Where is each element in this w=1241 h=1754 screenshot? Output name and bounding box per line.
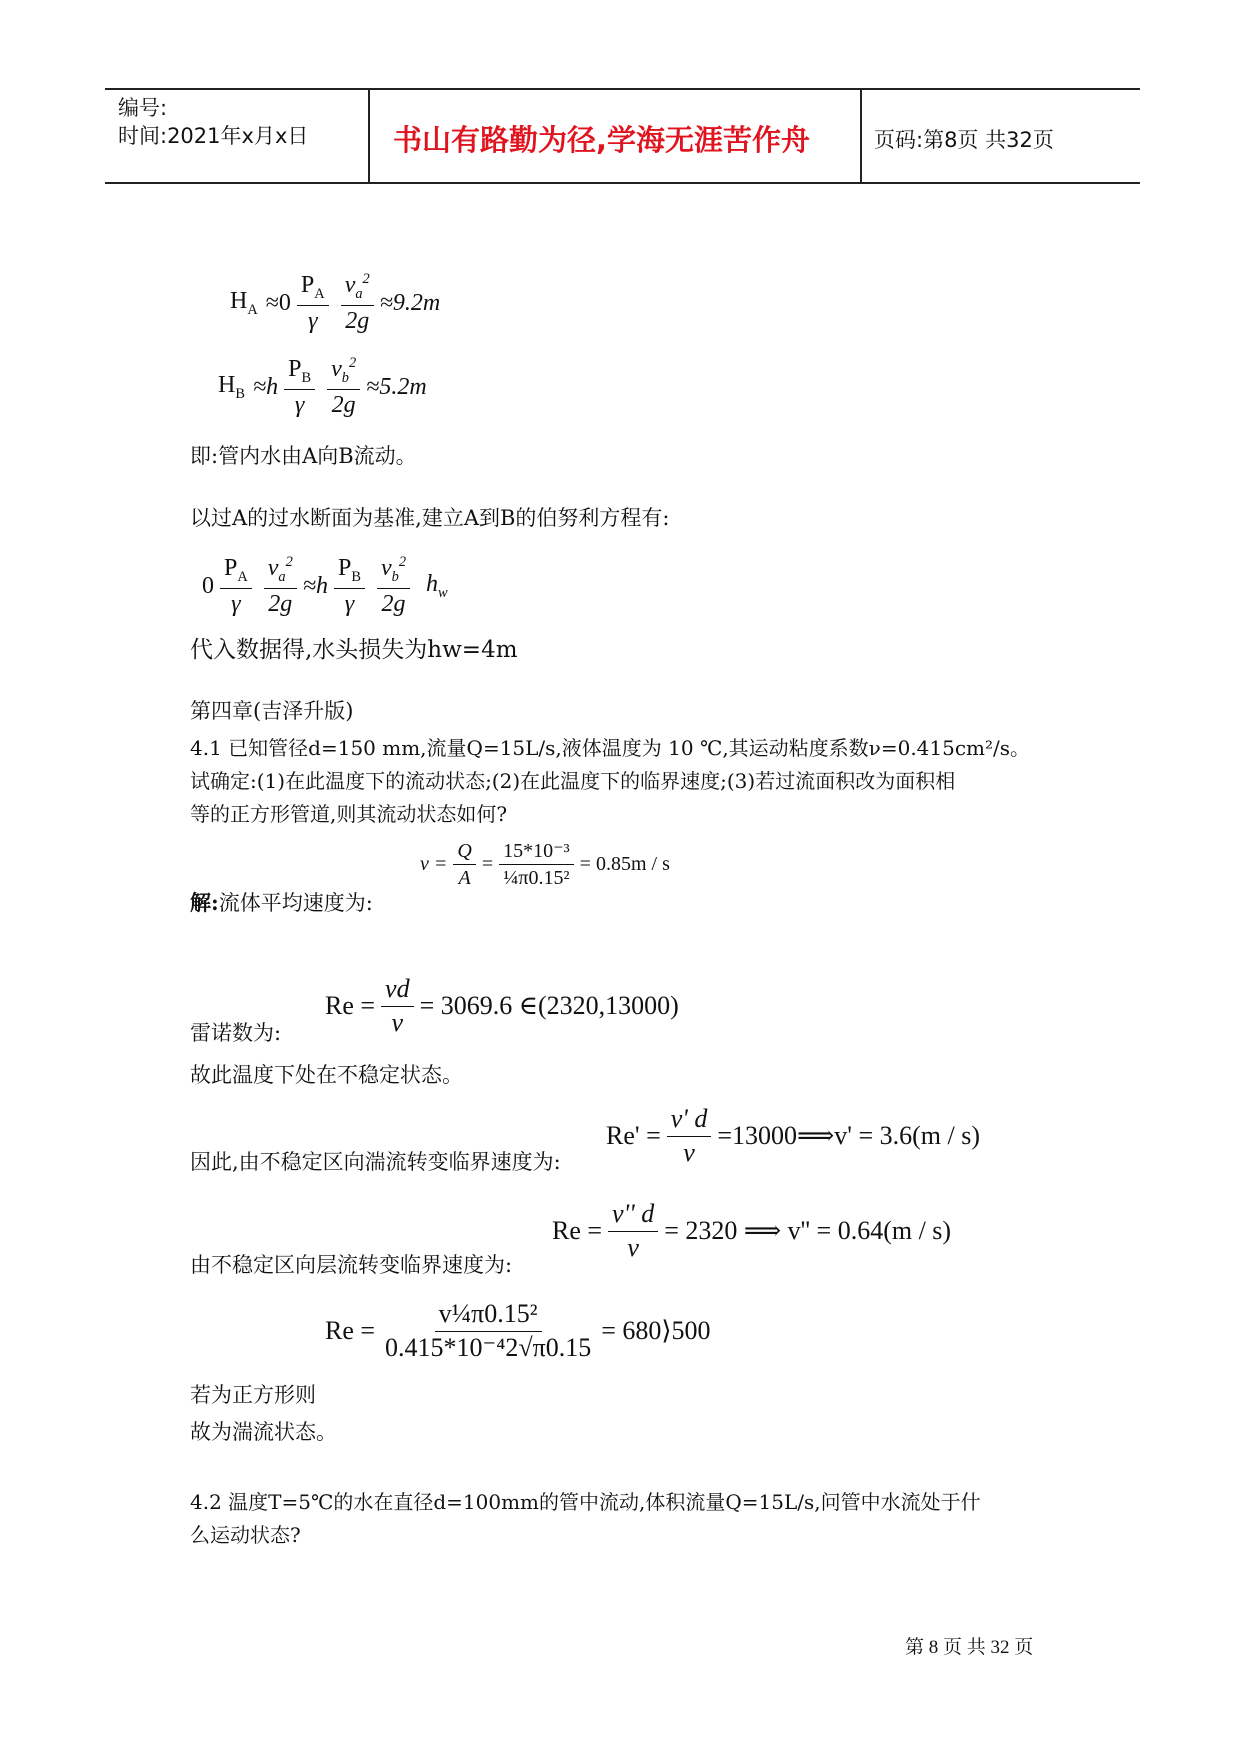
critical-laminar-text: 由不稳定区向层流转变临界速度为: bbox=[190, 1253, 513, 1277]
reynolds-label: 雷诺数为: bbox=[190, 1021, 282, 1045]
formula-critical-laminar: Re = $\frac{v'' d}{\nu}$ = 2320 ⟹ v'' = 0.64(m / s) bbox=[552, 1199, 952, 1262]
chapter-heading: 第四章(吉泽升版) bbox=[190, 699, 354, 723]
turbulent-text: 故为湍流状态。 bbox=[190, 1420, 337, 1444]
header-top-border bbox=[105, 88, 1140, 90]
header-divider-left bbox=[368, 88, 370, 184]
unstable-text: 故此温度下处在不稳定状态。 bbox=[190, 1063, 463, 1087]
header-motto: 书山有路勤为径,学海无涯苦作舟 bbox=[393, 123, 811, 157]
q41-line1: 4.1 已知管径d=150 mm,流量Q=15L/s,液体温度为 10 ℃,其运动粘度系数ν=0.415cm²/s。 bbox=[190, 736, 1031, 760]
critical-turbulent-text: 因此,由不稳定区向湍流转变临界速度为: bbox=[190, 1150, 561, 1174]
formula-velocity: v = $\frac{Q}{A}$ = $\frac{\text{15*10⁻³}}{\text{¼π0.15²}}$ = 0.85m / s bbox=[420, 840, 670, 889]
flow-direction-text: 即:管内水由A向B流动。 bbox=[190, 444, 417, 468]
solution-line bbox=[190, 888, 373, 918]
formula-critical-turbulent: Re' = $\frac{v' d}{\nu}$ =13000⟹v' = 3.6(m / s) bbox=[606, 1104, 981, 1167]
q42-line1: 4.2 温度T=5℃的水在直径d=100mm的管中流动,体积流量Q=15L/s,问管中水流处于什 bbox=[190, 1490, 981, 1514]
head-loss-text: 代入数据得,水头损失为hw=4m bbox=[190, 637, 518, 663]
footer-page-number: 第 8 页 共 32 页 bbox=[905, 1637, 1034, 1658]
header-bottom-border bbox=[105, 182, 1140, 184]
header-number-label: 编号: bbox=[118, 96, 168, 120]
header-page-label: 页码:第8页 共32页 bbox=[874, 128, 1054, 152]
solution-label: 解: bbox=[190, 890, 219, 915]
header-date-label: 时间:2021年x月x日 bbox=[118, 124, 309, 148]
square-label: 若为正方形则 bbox=[190, 1383, 316, 1407]
formula-reynolds: Re = $\frac{vd}{\nu}$ = 3069.6 ∈(2320,13000) bbox=[325, 974, 679, 1037]
solution-text: 流体平均速度为: bbox=[218, 891, 373, 915]
header-divider-right bbox=[860, 88, 862, 184]
q41-line3: 等的正方形管道,则其流动状态如何? bbox=[190, 802, 508, 826]
q42-line2: 么运动状态? bbox=[190, 1523, 301, 1547]
equation-ha: $H_A$ ≈0 $\frac{P_A}{\gamma}$ $\frac{v_a^2}{2g}$ ≈9.2m bbox=[230, 271, 441, 334]
q41-line2: 试确定:(1)在此温度下的流动状态;(2)在此温度下的临界速度;(3)若过流面积改为面积相 bbox=[190, 769, 956, 793]
equation-hb: $H_B$ ≈h $\frac{P_B}{\gamma}$ $\frac{v_b^2}{2g}$ ≈5.2m bbox=[218, 355, 427, 418]
formula-square-duct: Re = $\frac{\text{v¼π0.15²}}{\text{0.415*10⁻⁴2√π0.15}}$ = 680⟩500 bbox=[325, 1299, 711, 1362]
bernoulli-intro-text: 以过A的过水断面为基准,建立A到B的伯努利方程有: bbox=[190, 506, 670, 530]
equation-bernoulli: 0 $\frac{P_A}{\gamma}$ $\frac{v_a^2}{2g}$ ≈h $\frac{P_B}{\gamma}$ $\frac{v_b^2}{2g}$ $h_w$ bbox=[202, 554, 448, 617]
